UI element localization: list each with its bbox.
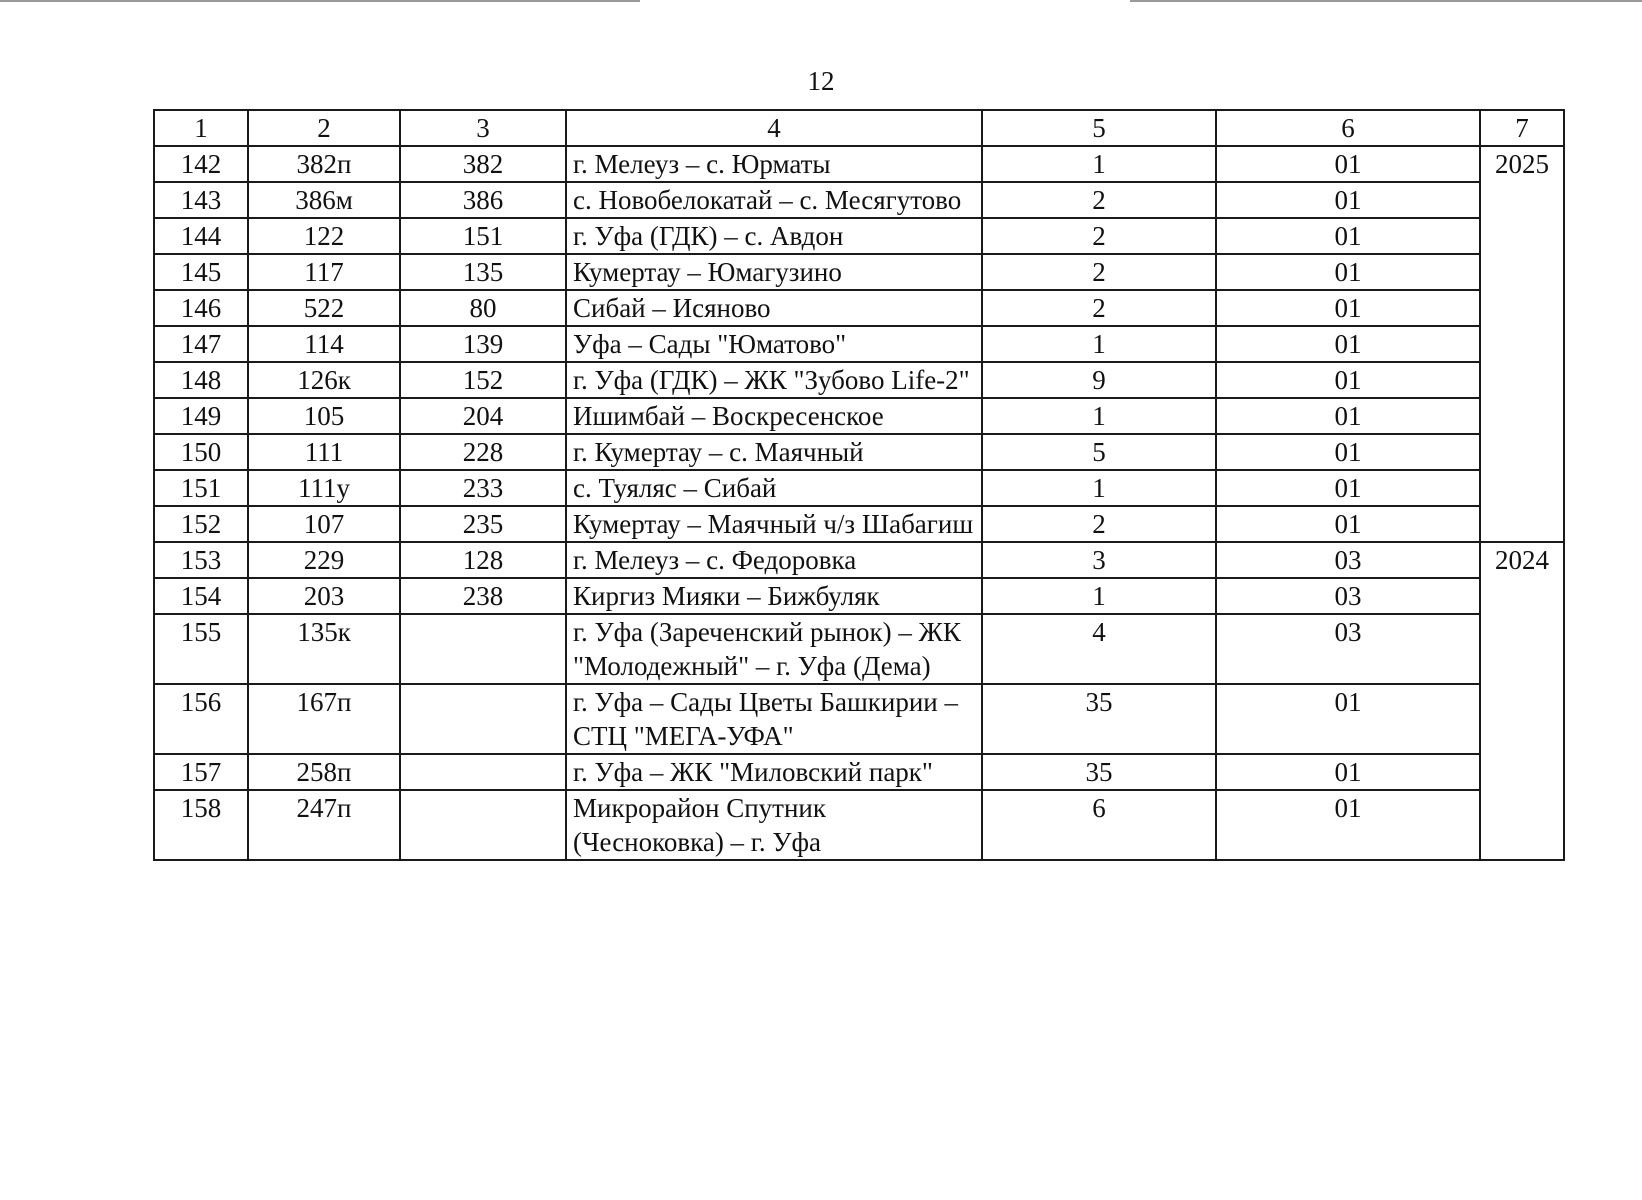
route-name-cell: г. Уфа – ЖК "Миловский парк" [566,754,982,790]
route-name-cell: с. Новобелокатай – с. Месягутово [566,182,982,218]
code-cell: 03 [1216,614,1480,684]
row-number-cell: 143 [154,182,248,218]
route-reg-number-cell: 122 [248,218,400,254]
vehicle-count-cell: 1 [982,398,1216,434]
row-number-cell: 142 [154,146,248,182]
row-number-cell: 150 [154,434,248,470]
route-number-cell: 151 [400,218,566,254]
route-number-cell: 204 [400,398,566,434]
code-cell: 01 [1216,434,1480,470]
route-reg-number-cell: 386м [248,182,400,218]
vehicle-count-cell: 2 [982,290,1216,326]
route-reg-number-cell: 382п [248,146,400,182]
route-reg-number-cell: 105 [248,398,400,434]
code-cell: 01 [1216,790,1480,860]
row-number-cell: 155 [154,614,248,684]
route-number-cell [400,754,566,790]
column-header: 2 [248,110,400,146]
row-number-cell: 156 [154,684,248,754]
vehicle-count-cell: 3 [982,542,1216,578]
routes-table [153,109,1565,861]
table-body [154,146,1564,860]
route-number-cell: 152 [400,362,566,398]
table-row [154,542,1564,578]
row-number-cell: 149 [154,398,248,434]
vehicle-count-cell: 2 [982,506,1216,542]
code-cell: 01 [1216,290,1480,326]
row-number-cell: 146 [154,290,248,326]
vehicle-count-cell: 5 [982,434,1216,470]
route-reg-number-cell: 114 [248,326,400,362]
route-number-cell: 139 [400,326,566,362]
vehicle-count-cell: 35 [982,754,1216,790]
route-reg-number-cell: 126к [248,362,400,398]
row-number-cell: 157 [154,754,248,790]
route-number-cell: 80 [400,290,566,326]
vehicle-count-cell: 1 [982,470,1216,506]
column-header: 4 [566,110,982,146]
table-row [154,362,1564,398]
route-name-cell: с. Туяляс – Сибай [566,470,982,506]
row-number-cell: 148 [154,362,248,398]
vehicle-count-cell: 6 [982,790,1216,860]
table-row [154,326,1564,362]
route-number-cell: 235 [400,506,566,542]
vehicle-count-cell: 1 [982,578,1216,614]
code-cell: 01 [1216,684,1480,754]
column-header: 6 [1216,110,1480,146]
route-name-cell: г. Уфа – Сады Цветы Башкирии – СТЦ "МЕГА-УФА" [566,684,982,754]
page-number: 12 [807,66,835,96]
route-number-cell: 238 [400,578,566,614]
route-number-cell: 386 [400,182,566,218]
row-number-cell: 152 [154,506,248,542]
column-header: 3 [400,110,566,146]
route-reg-number-cell: 229 [248,542,400,578]
table-row [154,290,1564,326]
route-name-cell: г. Мелеуз – с. Федоровка [566,542,982,578]
row-number-cell: 154 [154,578,248,614]
route-name-cell: Микрорайон Спутник (Чесноковка) – г. Уфа [566,790,982,860]
vehicle-count-cell: 1 [982,326,1216,362]
code-cell: 01 [1216,398,1480,434]
code-cell: 01 [1216,326,1480,362]
route-number-cell: 233 [400,470,566,506]
year-cell: 2025 [1480,146,1564,542]
route-number-cell [400,684,566,754]
vehicle-count-cell: 9 [982,362,1216,398]
route-name-cell: г. Уфа (ГДК) – с. Авдон [566,218,982,254]
row-number-cell: 153 [154,542,248,578]
route-reg-number-cell: 247п [248,790,400,860]
route-number-cell: 228 [400,434,566,470]
route-name-cell: Сибай – Исяново [566,290,982,326]
route-number-cell: 135 [400,254,566,290]
column-header: 5 [982,110,1216,146]
route-name-cell: Кумертау – Юмагузино [566,254,982,290]
table-row [154,684,1564,754]
table-row [154,754,1564,790]
row-number-cell: 151 [154,470,248,506]
table-row [154,254,1564,290]
code-cell: 01 [1216,362,1480,398]
route-reg-number-cell: 117 [248,254,400,290]
table-row [154,398,1564,434]
column-header: 7 [1480,110,1564,146]
route-name-cell: Уфа – Сады "Юматово" [566,326,982,362]
row-number-cell: 147 [154,326,248,362]
route-name-cell: г. Кумертау – с. Маячный [566,434,982,470]
code-cell: 01 [1216,254,1480,290]
table-header-row [154,110,1564,146]
vehicle-count-cell: 2 [982,254,1216,290]
route-reg-number-cell: 258п [248,754,400,790]
vehicle-count-cell: 1 [982,146,1216,182]
table-row [154,506,1564,542]
route-number-cell: 382 [400,146,566,182]
table-row [154,614,1564,684]
route-reg-number-cell: 107 [248,506,400,542]
route-reg-number-cell: 203 [248,578,400,614]
column-header: 1 [154,110,248,146]
code-cell: 01 [1216,182,1480,218]
table-row [154,470,1564,506]
route-name-cell: Киргиз Мияки – Бижбуляк [566,578,982,614]
scan-edge-line-left [0,0,640,2]
code-cell: 01 [1216,506,1480,542]
row-number-cell: 145 [154,254,248,290]
table-row [154,146,1564,182]
route-number-cell: 128 [400,542,566,578]
route-name-cell: Кумертау – Маячный ч/з Шабагиш [566,506,982,542]
table-row [154,218,1564,254]
route-reg-number-cell: 135к [248,614,400,684]
vehicle-count-cell: 4 [982,614,1216,684]
scan-edge-line-right [1130,0,1642,2]
route-reg-number-cell: 111у [248,470,400,506]
code-cell: 03 [1216,542,1480,578]
route-number-cell [400,790,566,860]
table-row [154,790,1564,860]
route-number-cell [400,614,566,684]
table-row [154,182,1564,218]
row-number-cell: 158 [154,790,248,860]
route-name-cell: г. Мелеуз – с. Юрматы [566,146,982,182]
route-name-cell: г. Уфа (ГДК) – ЖК "Зубово Life-2" [566,362,982,398]
code-cell: 01 [1216,754,1480,790]
route-name-cell: Ишимбай – Воскресенское [566,398,982,434]
route-name-cell: г. Уфа (Зареченский рынок) – ЖК "Молодежный" – г. Уфа (Дема) [566,614,982,684]
row-number-cell: 144 [154,218,248,254]
code-cell: 03 [1216,578,1480,614]
code-cell: 01 [1216,470,1480,506]
year-cell: 2024 [1480,542,1564,860]
vehicle-count-cell: 2 [982,218,1216,254]
table-row [154,434,1564,470]
vehicle-count-cell: 2 [982,182,1216,218]
table-row [154,578,1564,614]
route-reg-number-cell: 522 [248,290,400,326]
route-reg-number-cell: 167п [248,684,400,754]
code-cell: 01 [1216,146,1480,182]
code-cell: 01 [1216,218,1480,254]
vehicle-count-cell: 35 [982,684,1216,754]
route-reg-number-cell: 111 [248,434,400,470]
